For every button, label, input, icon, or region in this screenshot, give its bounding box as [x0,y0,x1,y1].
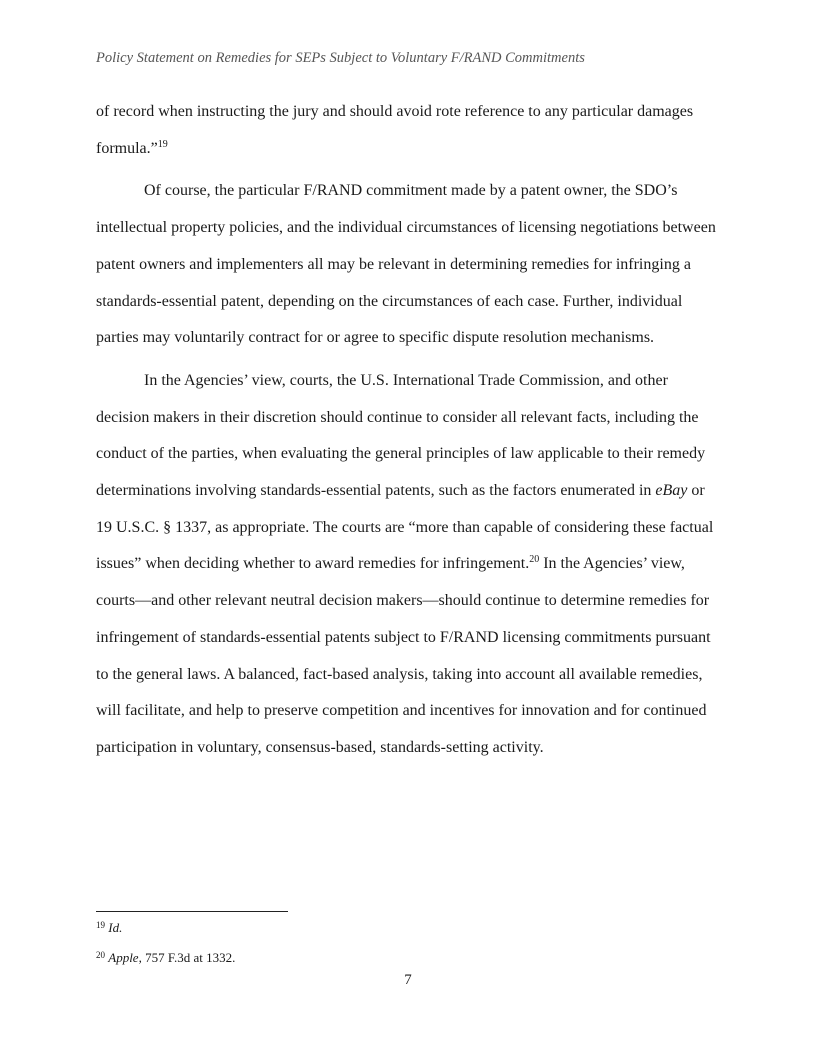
paragraph-text: Of course, the particular F/RAND commitment made by a patent owner, the SDO’s intellectual property policies, and the individual circumstances of licensing negotiations between patent owners and implementers all may be relevant in determining remedies for infringing a standards-essential patent, depending on the circumstances of each case. Further, individual parties may voluntarily contract for or agree to specific dispute resolution mechanisms. [96,182,716,347]
paragraph-text: or 19 U.S.C. § 1337, as appropriate. The courts are “more than capable of considering these factual issues” when deciding whether to award remedies for infringement. [96,482,714,573]
footnote-reference: 20 [529,554,540,566]
footnote-citation-italic: Apple, [108,950,142,965]
footnote-20 [96,950,235,966]
paragraph-text: In the Agencies’ view, courts, the U.S. International Trade Commission, and other decision makers in their discretion should continue to consider all relevant facts, including the conduct of the parties, when evaluating the general principles of law applicable to their remedy determinations involving standards-essential patents, such as the factors enumerated in [96,371,706,500]
paragraph-continuation [96,94,720,167]
running-header: Policy Statement on Remedies for SEPs Subject to Voluntary F/RAND Commitments [96,50,585,66]
footnote-text: 757 F.3d at 1332. [141,950,236,965]
footnote-reference: 19 [157,138,168,150]
case-name-italic: eBay [655,482,688,500]
body-text [96,94,720,767]
page-number: 7 [404,972,412,988]
footnote-19 [96,920,122,936]
paragraph-agencies-view [96,363,720,767]
footnote-number: 20 [96,950,105,960]
footnote-number: 19 [96,920,105,930]
paragraph-text: of record when instructing the jury and should avoid rote reference to any particular damages formula.” [96,103,694,157]
footnote-divider [96,911,288,912]
paragraph-text: In the Agencies’ view, courts—and other relevant neutral decision makers—should continue to determine remedies for infringement of standards-essential patents subject to F/RAND licensing commitments pursuant to the general laws. A balanced, fact-based analysis, taking into account all available remedies, will facilitate, and help to preserve competition and incentives for innovation and for continued participation in voluntary, consensus-based, standards-setting activity. [96,555,711,756]
footnote-citation-italic: Id. [108,920,123,935]
paragraph-frand-commitment [96,173,720,357]
